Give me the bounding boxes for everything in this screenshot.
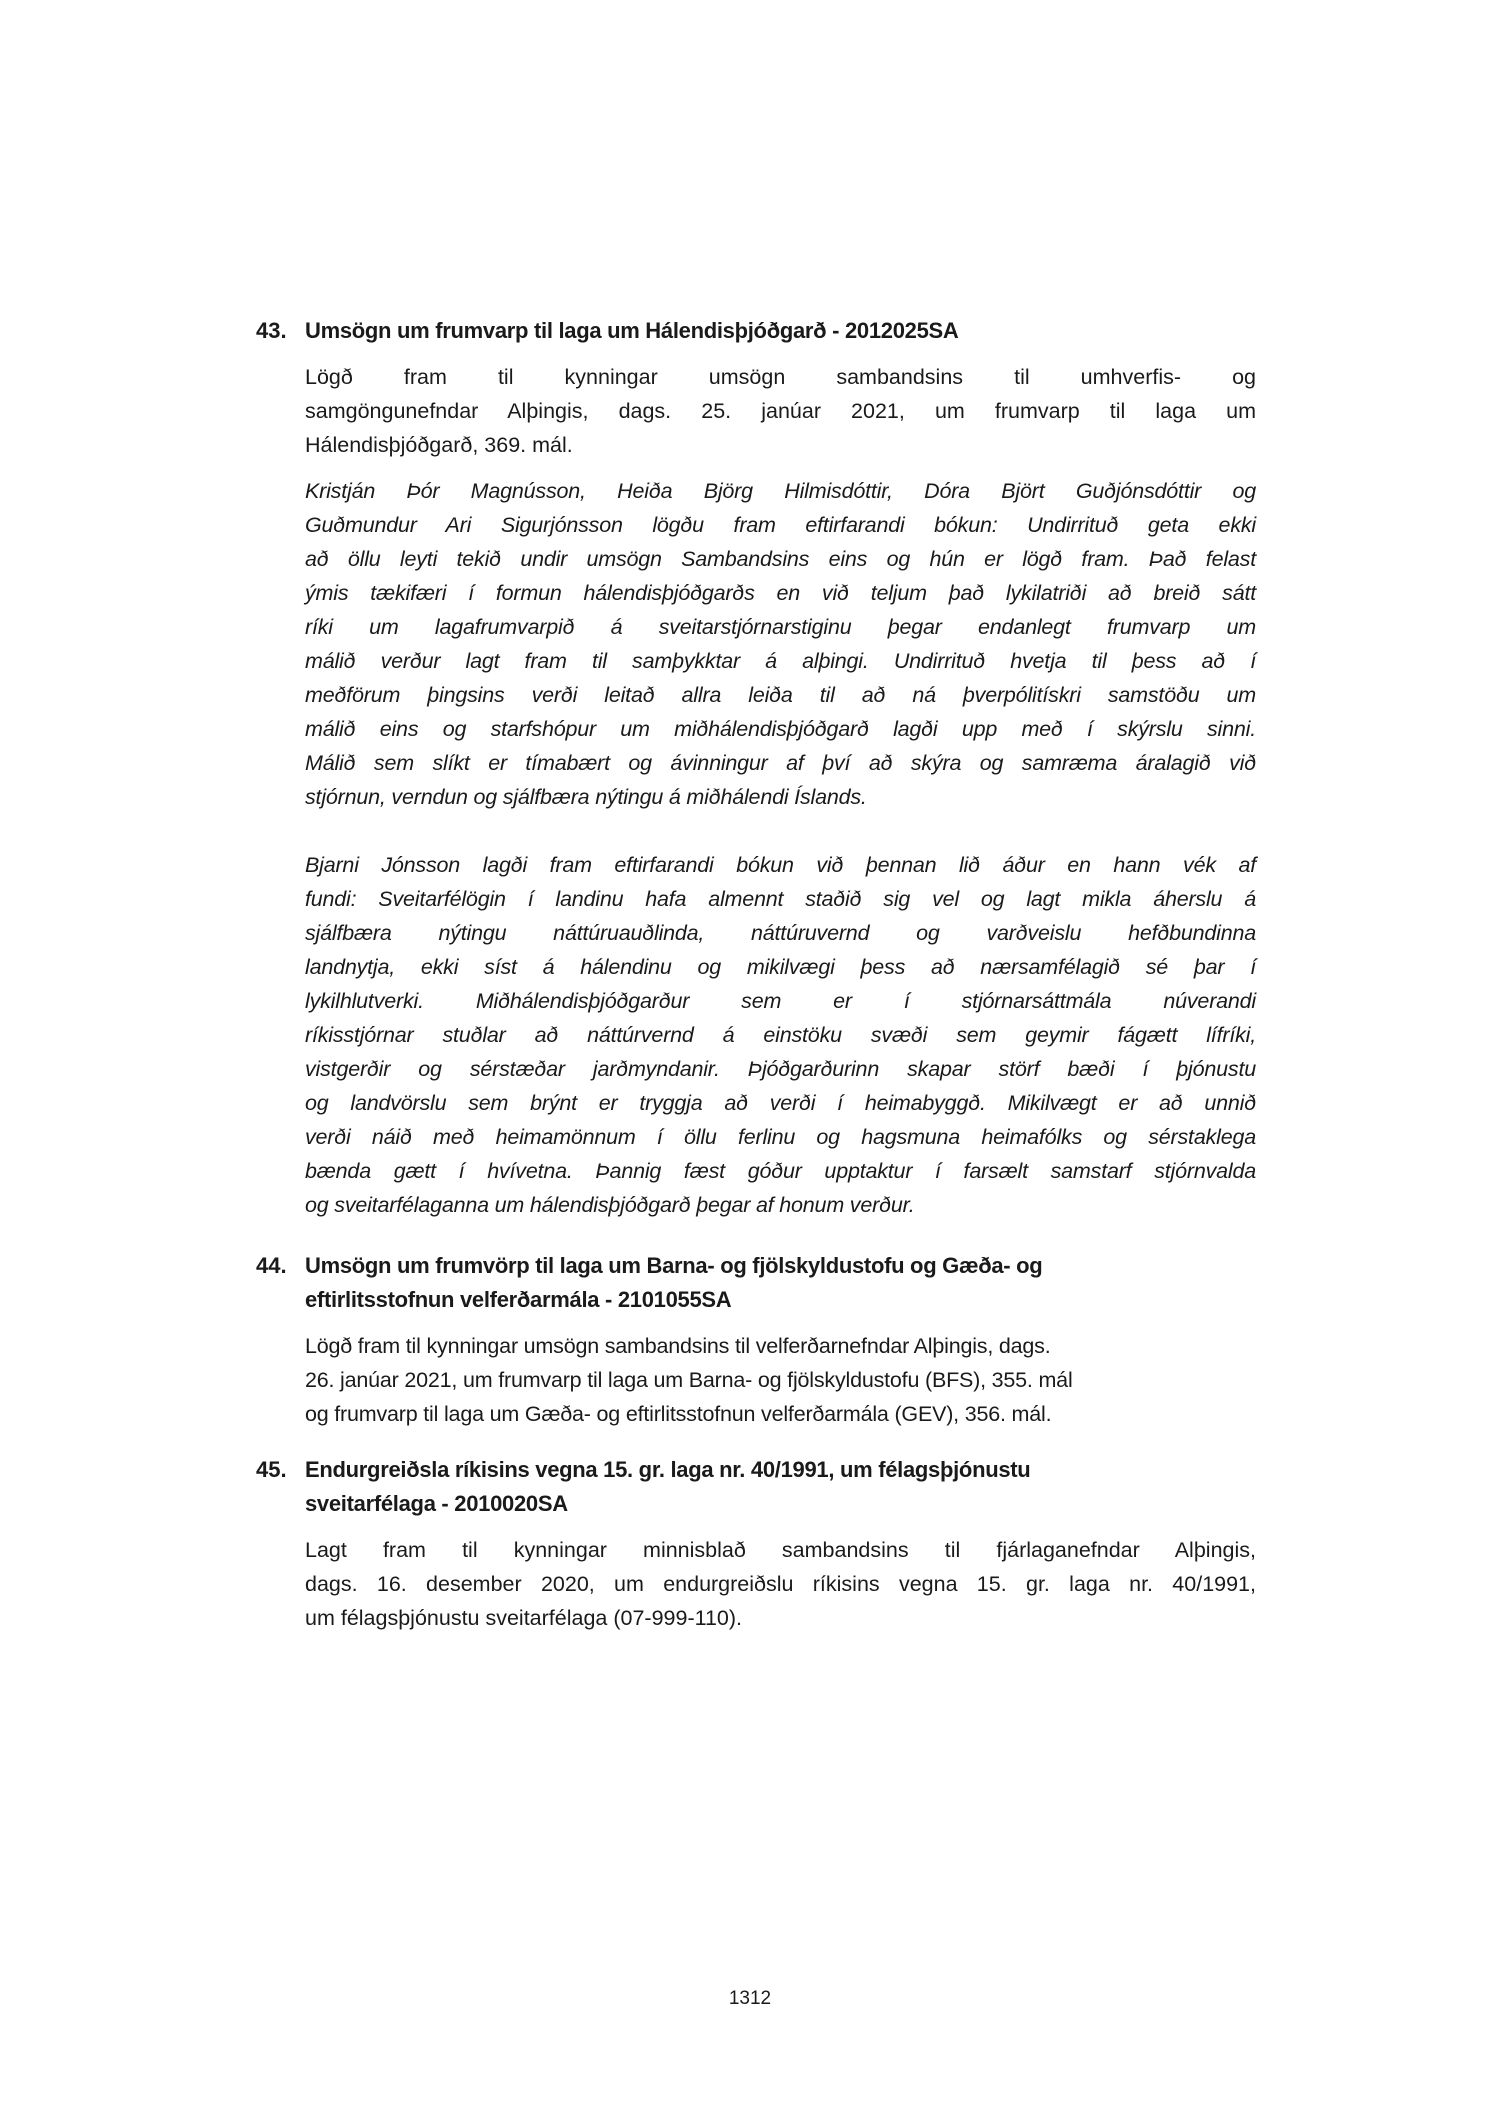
item-number: 45. bbox=[256, 1457, 287, 1482]
item-description bbox=[305, 360, 1256, 462]
text-line: Lagt fram til kynningar minnisblað sambandsins til fjárlaganefndar Alþingis, bbox=[305, 1538, 1256, 1562]
text-line: stjórnun, verndun og sjálfbæra nýtingu á miðhálendi Íslands. bbox=[305, 785, 867, 809]
text-line: að öllu leyti tekið undir umsögn Sambandsins eins og hún er lögð fram. Það felast bbox=[305, 547, 1256, 571]
text-line: bænda gætt í hvívetna. Þannig fæst góður upptaktur í farsælt samstarf stjórnvalda bbox=[305, 1159, 1256, 1183]
text-line: og frumvarp til laga um Gæða- og eftirlitsstofnun velferðarmála (GEV), 356. mál. bbox=[305, 1402, 1052, 1426]
text-line: verði náið með heimamönnum í öllu ferlinu og hagsmuna heimafólks og sérstaklega bbox=[305, 1125, 1256, 1149]
text-line: Hálendisþjóðgarð, 369. mál. bbox=[305, 433, 573, 457]
item-heading bbox=[305, 1453, 1256, 1521]
text-line: Lögð fram til kynningar umsögn sambandsins til velferðarnefndar Alþingis, dags. bbox=[305, 1334, 1051, 1358]
text-line: og landvörslu sem brýnt er tryggja að verði í heimabyggð. Mikilvægt er að unnið bbox=[305, 1091, 1256, 1115]
text-line: 26. janúar 2021, um frumvarp til laga um Barna- og fjölskyldustofu (BFS), 355. mál bbox=[305, 1368, 1073, 1392]
text-line: meðförum þingsins verði leitað allra leiða til að ná þverpólitískri samstöðu um bbox=[305, 683, 1256, 707]
text-line: Málið sem slíkt er tímabært og ávinningur af því að skýra og samræma áralagið við bbox=[305, 751, 1256, 775]
item-content bbox=[305, 314, 1256, 1222]
text-line: sjálfbæra nýtingu náttúruauðlinda, náttúruvernd og varðveislu hefðbundinna bbox=[305, 921, 1256, 945]
item-heading bbox=[305, 314, 1256, 348]
text-line: og sveitarfélaganna um hálendisþjóðgarð þegar af honum verður. bbox=[305, 1193, 915, 1217]
text-line: dags. 16. desember 2020, um endurgreiðslu ríkisins vegna 15. gr. laga nr. 40/1991, bbox=[305, 1572, 1256, 1596]
text-line: lykilhlutverki. Miðhálendisþjóðgarður sem er í stjórnarsáttmála núverandi bbox=[305, 989, 1256, 1013]
text-line: málið eins og starfshópur um miðhálendisþjóðgarð lagði upp með í skýrslu sinni. bbox=[305, 717, 1256, 741]
heading-line: Umsögn um frumvarp til laga um Hálendisþjóðgarð - 2012025SA bbox=[305, 318, 959, 343]
text-line: samgöngunefndar Alþingis, dags. 25. janúar 2021, um frumvarp til laga um bbox=[305, 399, 1256, 423]
text-line: landnytja, ekki síst á hálendinu og mikilvægi þess að nærsamfélagið sé þar í bbox=[305, 955, 1256, 979]
item-content bbox=[305, 1249, 1256, 1431]
item-content bbox=[305, 1453, 1256, 1635]
text-line: Guðmundur Ari Sigurjónsson lögðu fram eftirfarandi bókun: Undirrituð geta ekki bbox=[305, 513, 1256, 537]
text-line: málið verður lagt fram til samþykktar á alþingi. Undirrituð hvetja til þess að í bbox=[305, 649, 1256, 673]
page-number: 1312 bbox=[728, 1988, 772, 2009]
text-line: ríki um lagafrumvarpið á sveitarstjórnarstiginu þegar endanlegt frumvarp um bbox=[305, 615, 1256, 639]
text-line: ríkisstjórnar stuðlar að náttúrvernd á einstöku svæði sem geymir fágætt lífríki, bbox=[305, 1023, 1256, 1047]
text-line: ýmis tækifæri í formun hálendisþjóðgarðs en við teljum það lykilatriði að breið sátt bbox=[305, 581, 1256, 605]
heading-line: eftirlitsstofnun velferðarmála - 2101055SA bbox=[305, 1287, 732, 1312]
text-line: Bjarni Jónsson lagði fram eftirfarandi bókun við þennan lið áður en hann vék af bbox=[305, 853, 1256, 877]
text-line: Lögð fram til kynningar umsögn sambandsins til umhverfis- og bbox=[305, 365, 1256, 389]
item-heading bbox=[305, 1249, 1256, 1317]
minutes-entry-bokun bbox=[305, 474, 1256, 814]
text-line: um félagsþjónustu sveitarfélaga (07-999-110). bbox=[305, 1606, 743, 1630]
minutes-entry-bokun bbox=[305, 848, 1256, 1222]
text-line: Kristján Þór Magnússon, Heiða Björg Hilmisdóttir, Dóra Björt Guðjónsdóttir og bbox=[305, 479, 1256, 503]
heading-line: Endurgreiðsla ríkisins vegna 15. gr. laga nr. 40/1991, um félagsþjónustu bbox=[305, 1457, 1031, 1482]
heading-line: sveitarfélaga - 2010020SA bbox=[305, 1491, 568, 1516]
item-description bbox=[305, 1533, 1256, 1635]
heading-line: Umsögn um frumvörp til laga um Barna- og fjölskyldustofu og Gæða- og bbox=[305, 1253, 1043, 1278]
text-line: vistgerðir og sérstæðar jarðmyndanir. Þjóðgarðurinn skapar störf bæði í þjónustu bbox=[305, 1057, 1256, 1081]
item-number: 44. bbox=[256, 1253, 287, 1278]
item-number: 43. bbox=[256, 318, 287, 343]
text-line: fundi: Sveitarfélögin í landinu hafa almennt staðið sig vel og lagt mikla áherslu á bbox=[305, 887, 1256, 911]
item-description bbox=[305, 1329, 1256, 1431]
